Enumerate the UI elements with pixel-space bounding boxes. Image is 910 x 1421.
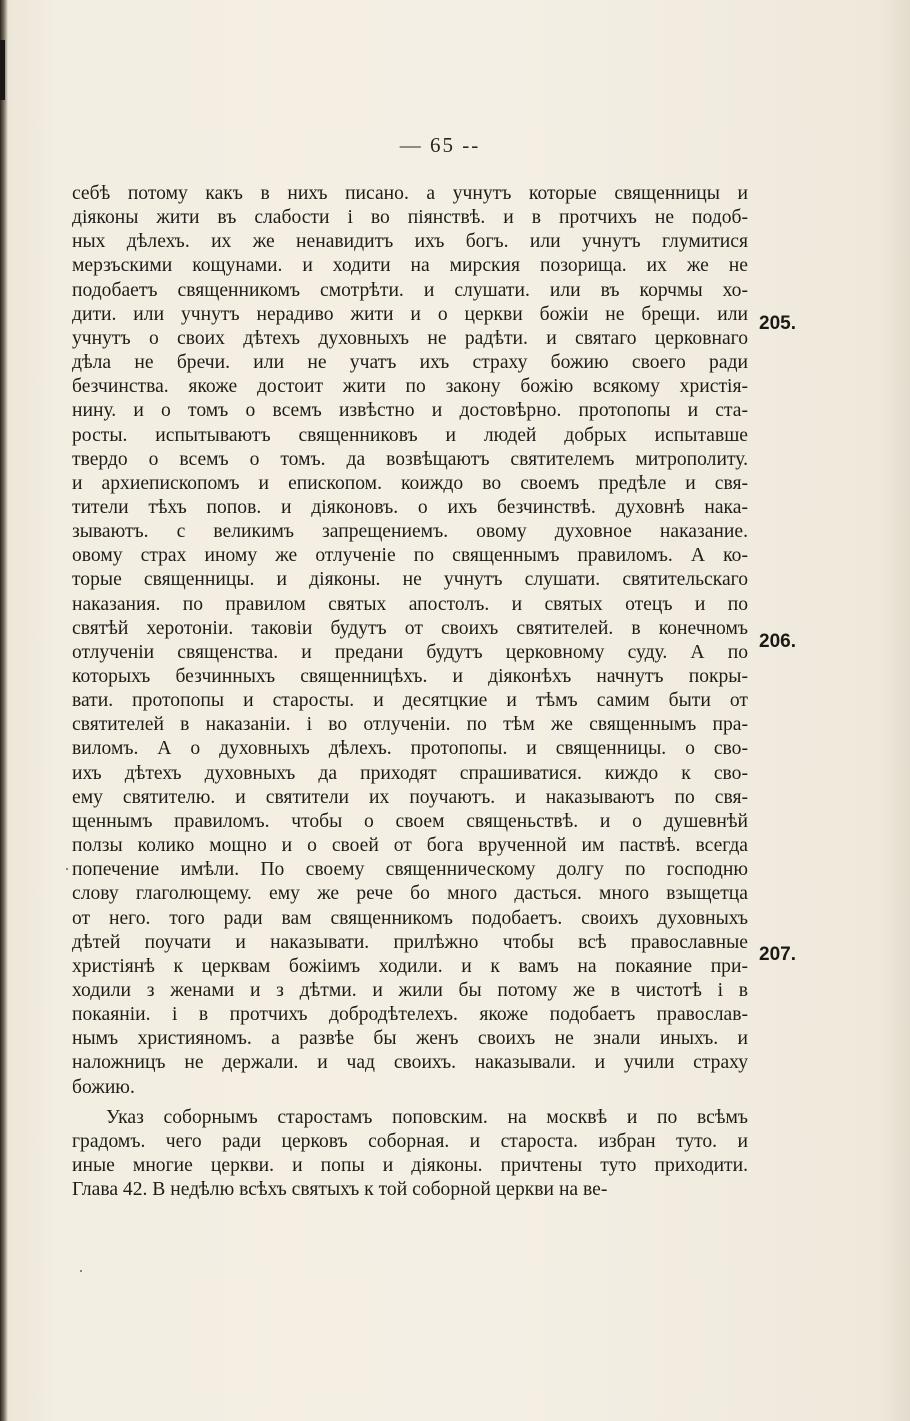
text-line: дѣтей поучати и наказывати. прилѣжно чтобы всѣ православные [72,931,748,953]
text-line: покаяніи. і в протчихъ добродѣтелехъ. якоже подобаетъ православ- [72,1004,748,1026]
text-line: безчинства. якоже достоит жити по закону божію всякому христія- [72,376,748,398]
margin-number-205: 205. [759,313,796,334]
binding-mark [0,40,5,100]
text-line: ему святителю. и святители их поучаютъ. и наказываютъ по свя- [72,786,748,808]
text-line: росты. испытываютъ священниковъ и людей добрых испытавше [72,424,748,446]
text-line: божию. [72,1076,135,1098]
text-line: учнутъ о своих дѣтехъ духовныхъ не радѣти. и святаго церковнаго [72,327,748,349]
text-line: наказания. по правилом святых апостолъ. и святых отецъ и по [72,593,748,615]
text-line: Глава 42. В недѣлю всѣхъ святыхъ к той соборной церкви на ве- [72,1179,608,1201]
text-line: себѣ потому какъ в нихъ писано. а учнутъ которые священницы и [72,183,748,204]
text-line: виломъ. А о духовныхъ дѣлехъ. протопопы. и священницы. о сво- [72,738,748,760]
text-line: твердо о всемъ о томъ. да возвѣщаютъ святителемъ митрополиту. [72,448,748,470]
text-line: которыхъ безчинныхъ священницѣхъ. и діяконѣхъ начнутъ покры- [72,666,748,687]
text-line: градомъ. чего ради церковъ соборная. и староста. избран туто. и [72,1130,748,1152]
text-line: дѣла не бречи. или не учатъ ихъ страху божию своего ради [72,352,748,374]
margin-number-207: 207. [759,944,796,965]
text-line: торые священницы. и діяконы. не учнутъ слушати. святительскаго [72,569,748,591]
text-line: и архиепископомъ и епископом. коиждо во своемъ предѣле и свя- [72,472,748,494]
text-line: попечение имѣли. По своему священническому долгу по господню [72,859,748,881]
ink-speck [80,1270,82,1272]
text-line: ходили з женами и з дѣтми. и жили бы потому же в чистотѣ і в [72,979,748,1001]
text-line: дити. или учнутъ нерадиво жити и о церкви божіи не брещи. или [72,303,748,325]
text-line: вати. протопопы и старосты. и десятцкие и тѣмъ самим быти от [72,690,748,712]
text-line: иные многие церкви. и попы и діяконы. причтены туто приходити. [72,1155,748,1176]
margin-number-206: 206. [759,631,796,652]
text-line: овому страх иному же отлученіе по священнымъ правиломъ. А ко- [72,545,748,567]
text-line: нину. и о томъ о всемъ извѣстно и достовѣрно. протопопы и ста- [72,400,748,422]
text-line: от него. того ради вам священникомъ подобаетъ. своихъ духовныхъ [72,907,748,929]
page-edge-shadow [0,0,8,1421]
text-line: тители тѣхъ попов. и діяконовъ. о ихъ безчинствѣ. духовнѣ нака- [72,496,748,518]
text-line: святѣй херотоніи. таковіи будутъ от своихъ святителей. в конечномъ [72,617,748,639]
text-line: Указ соборнымъ старостамъ поповским. на москвѣ и по всѣмъ [106,1106,748,1128]
text-line: ных дѣлехъ. их же ненавидитъ ихъ богъ. или учнутъ глумитися [72,231,748,253]
text-line: подобаетъ священникомъ смотрѣти. и слушати. или въ корчмы хо- [72,279,748,301]
page-number: — 65 -- [399,133,481,157]
text-line: діяконы жити въ слабости і во піянствѣ. и в протчихъ не подоб- [72,207,748,229]
text-line: зываютъ. с великимъ запрещениемъ. овому духовное наказание. [72,521,748,543]
text-line: отлученіи священства. и предани будутъ церковному суду. А по [72,641,748,663]
text-line: наложницъ не держали. и чад своихъ. наказывали. и учили страху [72,1052,748,1074]
text-line: слову глаголющему. ему же рече бо много дасться. много взыщетца [72,883,748,905]
text-line: ползы колико мощно и о своей от бога врученной им паствѣ. всегда [72,835,748,857]
text-line: нымъ християномъ. а развѣе бы женъ своихъ не знали иныхъ. и [72,1028,748,1050]
text-line: мерзъскими кощунами. и ходити на мирския позорища. их же не [72,255,748,277]
text-line: ихъ дѣтехъ духовныхъ да приходят спрашиватися. киждо к сво- [72,762,748,784]
text-line: святителей в наказаніи. і во отлученіи. по тѣм же священнымъ пра- [72,714,748,736]
ink-speck [66,868,68,870]
text-line: христіянѣ к церквам божіимъ ходили. и к вамъ на покаяние при- [72,955,748,977]
text-line: щеннымъ правиломъ. чтобы о своем священьствѣ. и о душевнѣй [72,810,748,832]
